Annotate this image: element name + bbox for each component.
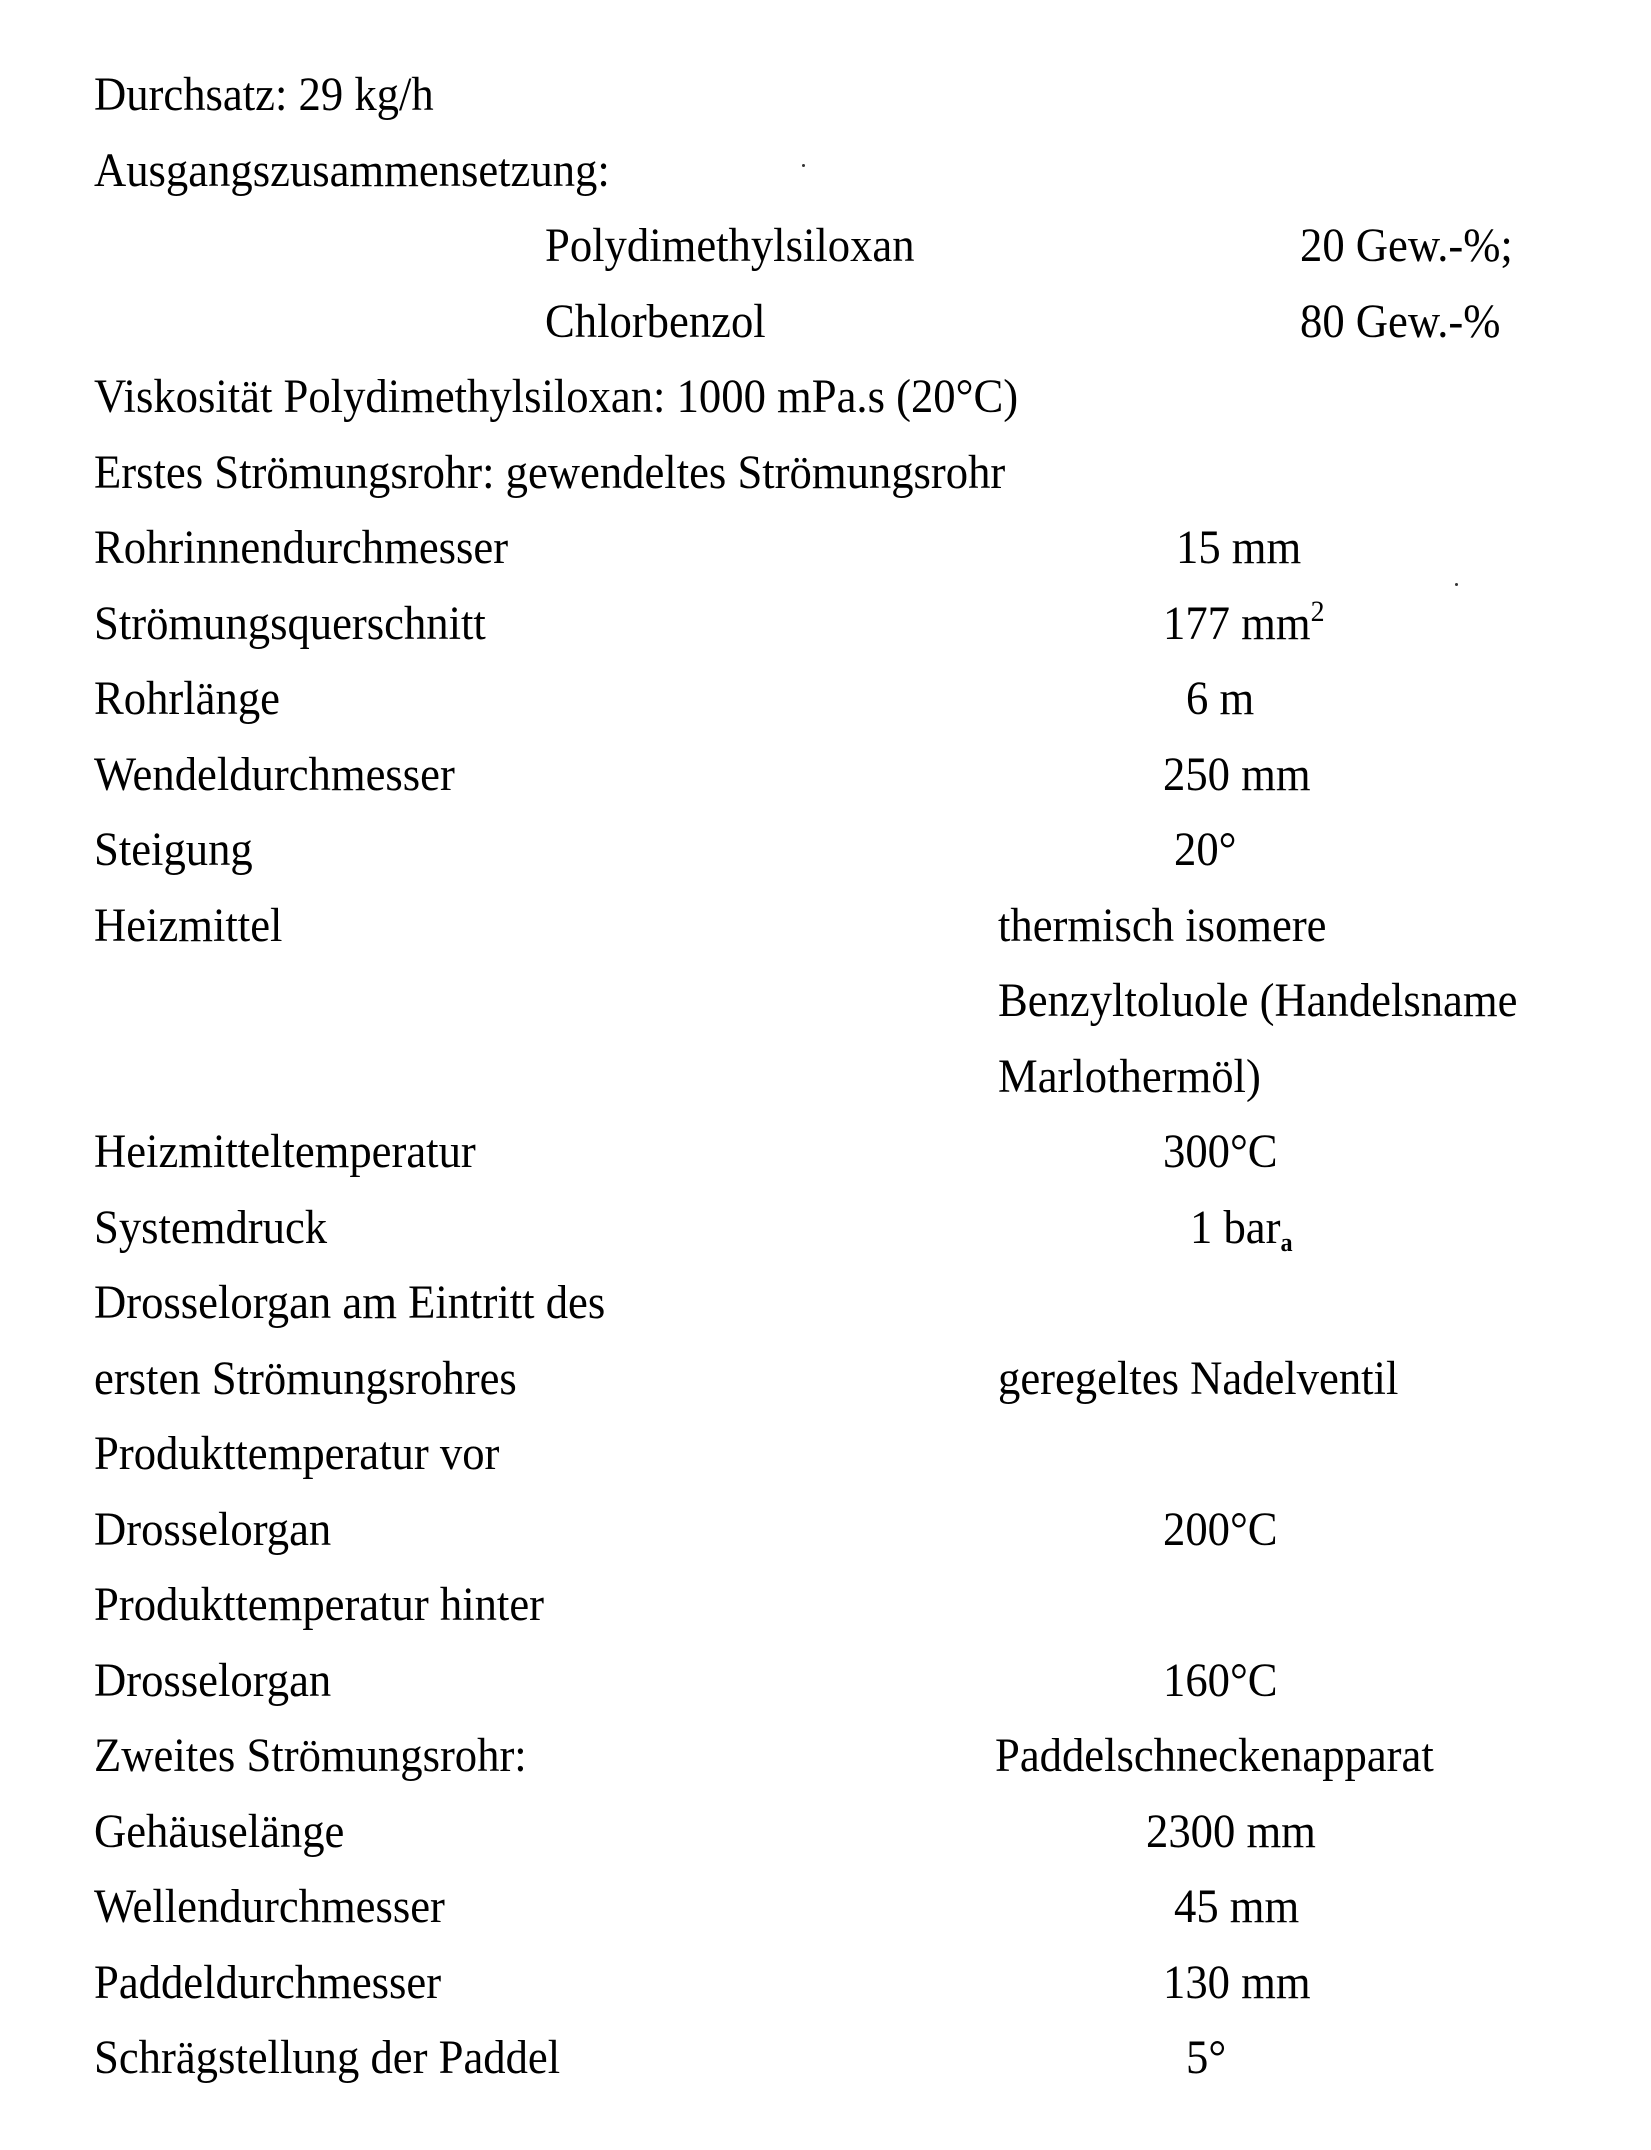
parameter-label: Zweites Strömungsrohr: xyxy=(94,1718,527,1794)
parameter-value-text: Benzyltoluole (Handelsname xyxy=(998,963,1517,1039)
parameter-label: Heizmittel xyxy=(94,888,282,964)
parameter-value-text: 15 mm xyxy=(1176,510,1301,586)
parameter-label: Wendeldurchmesser xyxy=(94,737,455,813)
parameter-row xyxy=(0,510,1651,586)
parameter-value-text: Marlothermöl) xyxy=(998,1039,1261,1115)
parameter-label: Polydimethylsiloxan xyxy=(545,208,915,284)
subscript: a xyxy=(1280,1228,1292,1257)
parameter-value xyxy=(1163,1492,1278,1568)
parameter-row xyxy=(0,1794,1651,1870)
parameter-label: Rohrinnendurchmesser xyxy=(94,510,508,586)
parameter-row xyxy=(0,586,1651,662)
parameter-row xyxy=(0,208,1651,284)
parameter-row xyxy=(0,963,1651,1039)
scan-speck xyxy=(802,164,805,167)
parameter-label: Durchsatz: 29 kg/h xyxy=(94,57,434,133)
parameter-value xyxy=(998,963,1517,1039)
parameter-row xyxy=(0,1643,1651,1719)
parameter-value-text: 130 mm xyxy=(1163,1945,1311,2021)
parameter-label: Erstes Strömungsrohr: gewendeltes Strömungsrohr xyxy=(94,435,1005,511)
parameter-row xyxy=(0,284,1651,360)
parameter-row xyxy=(0,133,1651,209)
parameter-row xyxy=(0,737,1651,813)
parameter-value xyxy=(1186,2020,1226,2096)
parameter-row xyxy=(0,1945,1651,2021)
parameter-value-text: Paddelschneckenapparat xyxy=(995,1718,1434,1794)
parameter-row xyxy=(0,1341,1651,1417)
parameter-value-text: 177 mm xyxy=(1163,586,1311,662)
parameter-label: Produkttemperatur hinter xyxy=(94,1567,544,1643)
parameter-value xyxy=(1163,1114,1278,1190)
parameter-row xyxy=(0,1039,1651,1115)
parameter-row xyxy=(0,1718,1651,1794)
parameter-row xyxy=(0,1265,1651,1341)
parameter-value xyxy=(998,888,1327,964)
parameter-value xyxy=(1163,737,1311,813)
parameter-value-text: 20 Gew.-%; xyxy=(1300,208,1513,284)
parameter-row xyxy=(0,661,1651,737)
parameter-row xyxy=(0,435,1651,511)
parameter-row xyxy=(0,1416,1651,1492)
parameter-value xyxy=(1146,1794,1316,1870)
parameter-row xyxy=(0,359,1651,435)
parameter-label: Schrägstellung der Paddel xyxy=(94,2020,560,2096)
parameter-value-text: 20° xyxy=(1174,812,1236,888)
parameter-label: Drosselorgan am Eintritt des xyxy=(94,1265,605,1341)
parameter-value xyxy=(1174,1869,1299,1945)
parameter-row xyxy=(0,812,1651,888)
parameter-value xyxy=(1186,661,1254,737)
parameter-value-text: 5° xyxy=(1186,2020,1226,2096)
parameter-value-text: 200°C xyxy=(1163,1492,1278,1568)
parameter-value-text: 250 mm xyxy=(1163,737,1311,813)
parameter-value xyxy=(1163,1643,1278,1719)
scan-speck xyxy=(1455,583,1458,586)
parameter-label: Rohrlänge xyxy=(94,661,280,737)
parameter-label: Paddeldurchmesser xyxy=(94,1945,441,2021)
parameter-value-text: thermisch isomere xyxy=(998,888,1327,964)
parameter-label: Steigung xyxy=(94,812,253,888)
parameter-value xyxy=(1163,1945,1311,2021)
parameter-label: Drosselorgan xyxy=(94,1492,331,1568)
parameter-label: ersten Strömungsrohres xyxy=(94,1341,517,1417)
parameter-label: Heizmitteltemperatur xyxy=(94,1114,476,1190)
parameter-value-text: 2300 mm xyxy=(1146,1794,1316,1870)
superscript: 2 xyxy=(1311,595,1325,628)
parameter-label: Chlorbenzol xyxy=(545,284,766,360)
parameter-value-text: 300°C xyxy=(1163,1114,1278,1190)
parameter-label: Ausgangszusammensetzung: xyxy=(94,133,610,209)
parameter-row xyxy=(0,1492,1651,1568)
parameter-label: Gehäuselänge xyxy=(94,1794,344,1870)
parameter-value xyxy=(995,1718,1434,1794)
parameter-label: Drosselorgan xyxy=(94,1643,331,1719)
parameter-value xyxy=(998,1039,1261,1115)
parameter-label: Viskosität Polydimethylsiloxan: 1000 mPa.s (20°C) xyxy=(94,359,1018,435)
parameter-value xyxy=(1163,586,1325,662)
parameter-value xyxy=(1174,812,1236,888)
parameter-row xyxy=(0,1869,1651,1945)
parameter-value-text: 160°C xyxy=(1163,1643,1278,1719)
parameter-row xyxy=(0,1190,1651,1266)
process-parameter-list xyxy=(0,57,1651,2096)
parameter-label: Produkttemperatur vor xyxy=(94,1416,499,1492)
parameter-value-text: geregeltes Nadelventil xyxy=(998,1341,1398,1417)
parameter-value xyxy=(1300,208,1513,284)
parameter-value-text: 1 bar xyxy=(1190,1190,1280,1266)
parameter-value xyxy=(998,1341,1398,1417)
parameter-row xyxy=(0,2020,1651,2096)
parameter-value-text: 45 mm xyxy=(1174,1869,1299,1945)
parameter-label: Strömungsquerschnitt xyxy=(94,586,486,662)
parameter-row xyxy=(0,1567,1651,1643)
parameter-value xyxy=(1300,284,1500,360)
parameter-label: Wellendurchmesser xyxy=(94,1869,445,1945)
parameter-label: Systemdruck xyxy=(94,1190,327,1266)
parameter-value xyxy=(1190,1190,1293,1266)
parameter-value-text: 80 Gew.-% xyxy=(1300,284,1500,360)
parameter-row xyxy=(0,1114,1651,1190)
parameter-row xyxy=(0,888,1651,964)
parameter-value xyxy=(1176,510,1301,586)
parameter-value-text: 6 m xyxy=(1186,661,1254,737)
parameter-row xyxy=(0,57,1651,133)
